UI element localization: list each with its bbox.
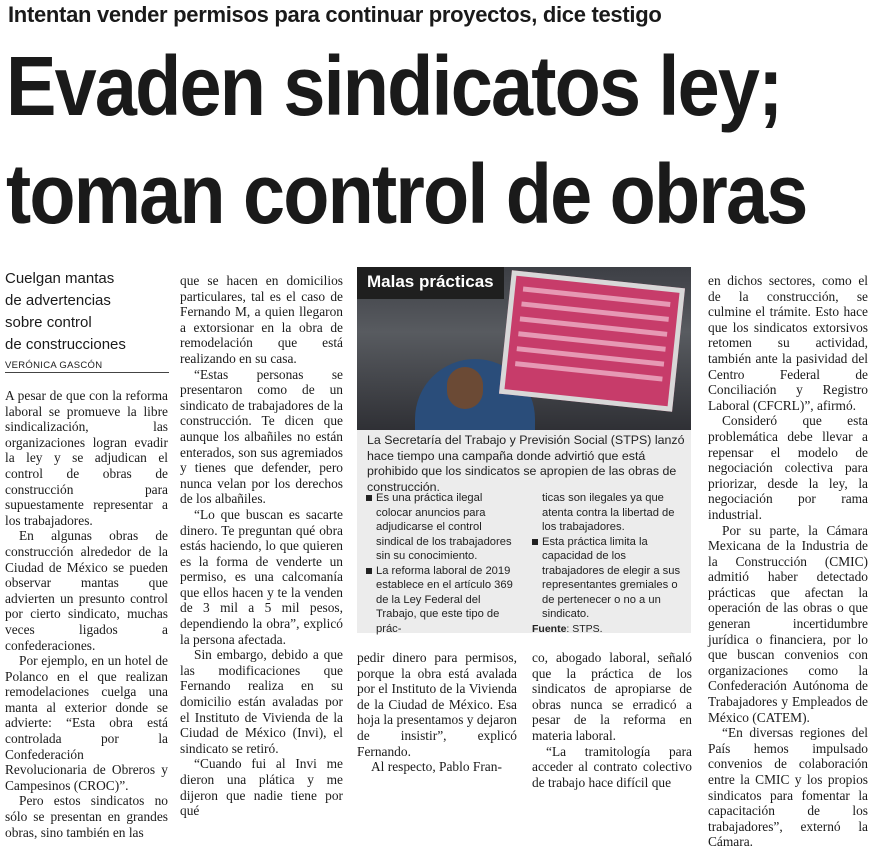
bullet-item: [366, 564, 513, 637]
column-2: [180, 273, 343, 819]
paragraph: A pesar de que con la reforma laboral se promueve la libre sindicalización, las organizaciones logran evadir la ley y se adjudican el control de obras de construcción para supuestamente representar a los trabajadores.: [5, 388, 168, 528]
paragraph: En algunas obras de construcción alrededor de la Ciudad de México se pueden observar mantas que advierten un presunto control por cierto sindicato, muchas veces ligados a confederaciones.: [5, 528, 168, 653]
column-1: [5, 388, 168, 840]
paragraph: Pero estos sindicatos no sólo se presentan en grandes obras, sino también en las: [5, 793, 168, 840]
paragraph: Por ejemplo, en un hotel de Polanco en el que realizan remodelaciones cuelga una manta al exterior donde se advierte: “Esta obra está controlada por la Confederación Revolucionaria de Obreros y Campesinos (CROC)”.: [5, 653, 168, 793]
paragraph: “Lo que buscan es sacarte dinero. Te preguntan qué obra estás haciendo, lo que quieren es la forma de venderte un permiso, es una calcomanía que ellos hacen y te la venden de 3 mil a 5 mil pesos, dependiendo la obra”, explicó la persona afectada.: [180, 506, 343, 647]
photo-union-sign: [499, 270, 685, 412]
kicker: Intentan vender permisos para continuar proyectos, dice testigo: [8, 2, 662, 27]
paragraph: Sin embargo, debido a que las modificaciones que Fernando realiza en su domicilio están avaladas por el Instituto de Vivienda de la Ciudad de México (Invi), el sindicato se retiró.: [180, 647, 343, 756]
photo-caption: La Secretaría del Trabajo y Previsión Social (STPS) lanzó hace tiempo una campaña donde advirtió que está prohibido que los sindicatos se apropien de las obras de construcción.: [367, 433, 685, 494]
deck-line: de construcciones: [5, 336, 126, 353]
byline: VERÓNICA GASCÓN: [5, 360, 103, 371]
paragraph: co, abogado laboral, señaló que la práctica de los sindicatos de apropiarse de obras nunca se erradicó a pesar de la reforma en materia laboral.: [532, 650, 692, 743]
sidebar-title: Malas prácticas: [357, 267, 504, 299]
headline-line-2: toman control de obras: [6, 147, 807, 241]
bullet-item: [532, 535, 682, 622]
paragraph: que se hacen en domicilios particulares, tal es el caso de Fernando M, a quien llegaron a extorsionar en la obra de remodelación que está realizando en su casa.: [180, 273, 343, 366]
column-5: [708, 273, 868, 850]
sidebar-bullets-col-1: [366, 491, 513, 636]
deck-line: de advertencias: [5, 292, 111, 309]
bullet-square-icon: [532, 539, 538, 545]
bullet-continuation: ticas son ilegales ya que atenta contra la libertad de los trabajadores.: [542, 492, 675, 533]
paragraph: “La tramitología para acceder al contrato colectivo de trabajo hace difícil que: [532, 743, 692, 790]
paragraph: Por su parte, la Cámara Mexicana de la Industria de la Construcción (CMIC) admitió haber detectado prácticas que afectan la operación de las obras o que generan incertidumbre jurídica o financiera, por lo que buscan convenios con organizaciones como la Confederación Autónoma de Trabajadores y Empleados de México (CATEM).: [708, 522, 868, 725]
bullet-text: Esta práctica limita la capacidad de los trabajadores de elegir a sus representantes gremiales o de pertenecer o no a un sindicato.: [542, 535, 681, 620]
deck-line: Cuelgan mantas: [5, 270, 115, 287]
paragraph: “Cuando fui al Invi me dieron una plática y me dijeron que nadie tiene por qué: [180, 756, 343, 819]
deck-line: sobre control: [5, 314, 92, 331]
paragraph: Consideró que esta problemática debe llevar a repensar el modelo de negociación colectiva para priorizar, desde la ley, la negociación por rama industrial.: [708, 413, 868, 522]
source-note: [532, 622, 682, 637]
bullet-text: La reforma laboral de 2019 establece en el artículo 369 de la Ley Federal del Trabajo, que este tipo de prác-: [376, 564, 513, 635]
paragraph: “En diversas regiones del País hemos impulsado convenios de colaboración entre la CMIC y los propios sindicatos para fomentar la capacitación de los trabajadores”, externó la Cámara.: [708, 725, 868, 850]
bullet-square-icon: [366, 495, 372, 501]
sidebar-photo: [357, 267, 691, 430]
headline-line-1: Evaden sindicatos ley;: [6, 39, 782, 133]
paragraph: “Estas personas se presentaron como de un sindicato de trabajadores de la construcción. Te dicen que aunque los albañiles no están enterados, son sus agremiados y tienes que defender, pero nunca velan por los derechos de los albañiles.: [180, 366, 343, 507]
paragraph: pedir dinero para permisos, porque la obra está avalada por el Instituto de la Vivienda de la Ciudad de México. Esa hoja la presentamos y dejaron de insistir”, explicó Fernando.: [357, 650, 517, 759]
photo-worker-head: [447, 367, 483, 409]
paragraph: en dichos sectores, como el de la construcción, se culmine el trámite. Esto hace que los sindicatos extorsivos retomen su actividad, también ante la pasividad del Centro Federal de Conciliación y Registro Laboral (CFCRL)”, afirmó.: [708, 273, 868, 413]
bullet-text: Es una práctica ilegal colocar anuncios para adjudicarse el control sindical de los trabajadores sin su conocimiento.: [376, 492, 512, 562]
paragraph: Al respecto, Pablo Fran-: [371, 759, 502, 775]
bullet-square-icon: [366, 568, 372, 574]
column-3: [357, 650, 517, 775]
bullet-item: [366, 491, 513, 564]
sidebar-bullets-col-2: [532, 491, 682, 636]
source-value: : STPS.: [566, 622, 603, 635]
source-label: Fuente: [532, 622, 567, 635]
column-4: [532, 650, 692, 790]
deck: [5, 268, 170, 356]
byline-rule: [5, 372, 169, 373]
